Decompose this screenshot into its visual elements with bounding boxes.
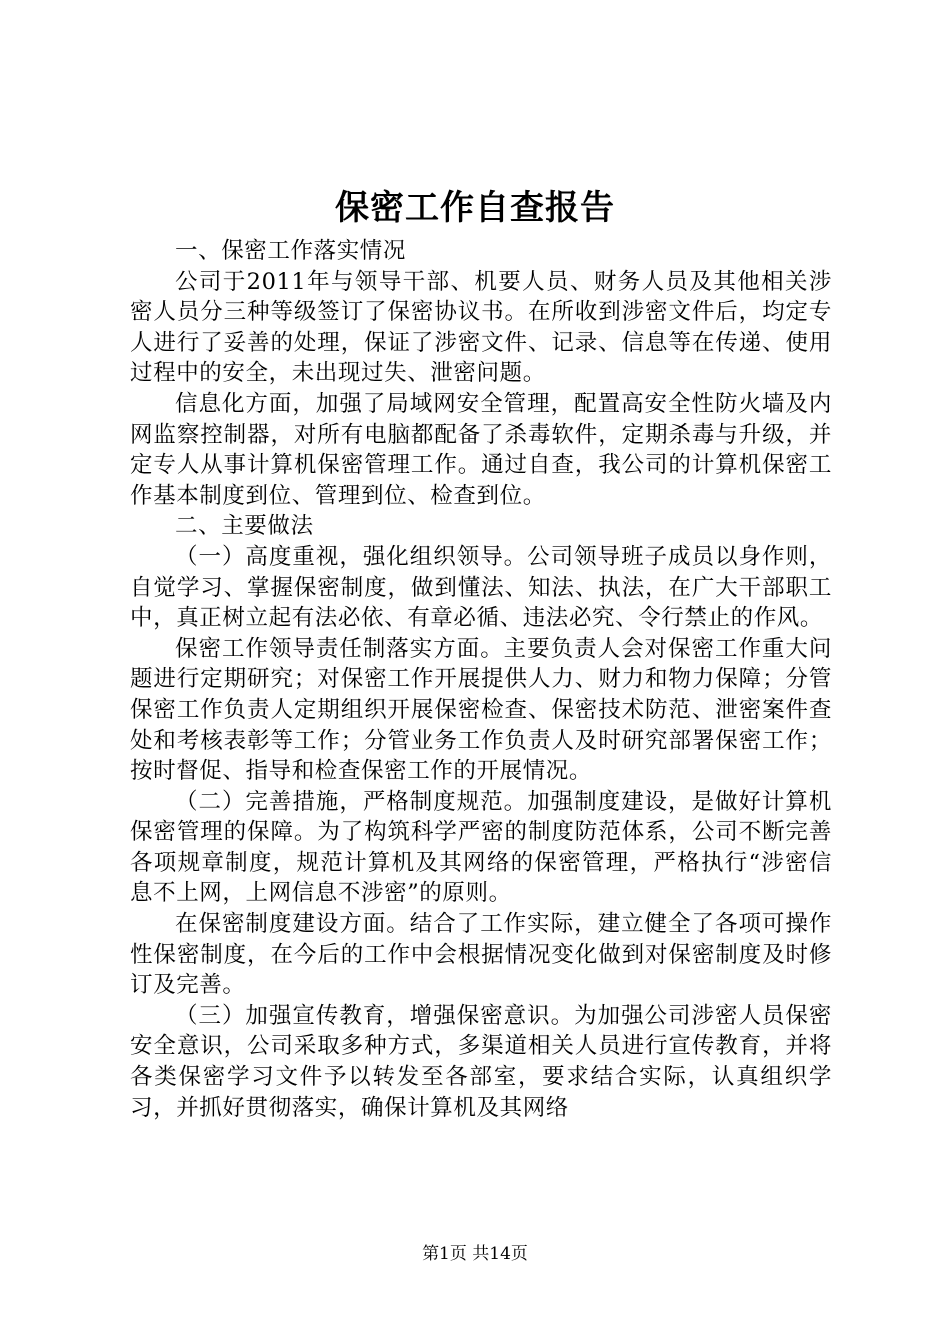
paragraph: 信息化方面，加强了局域网安全管理，配置高安全性防火墙及内网监察控制器，对所有电脑都配备了杀毒软件，定期杀毒与升级，并定专人从事计算机保密管理工作。通过自查，我公司的计算机保密工作基本制度到位、管理到位、检查到位。	[130, 390, 832, 509]
paragraph: 保密工作领导责任制落实方面。主要负责人会对保密工作重大问题进行定期研究；对保密工作开展提供人力、财力和物力保障；分管保密工作负责人定期组织开展保密检查、保密技术防范、泄密案件查处和考核表彰等工作；分管业务工作负责人及时研究部署保密工作；按时督促、指导和检查保密工作的开展情况。	[130, 635, 832, 785]
section-heading-1: 一、保密工作落实情况	[175, 238, 407, 264]
document-title: 保密工作自查报告	[335, 188, 615, 228]
paragraph: （一）高度重视，强化组织领导。公司领导班子成员以身作则，自觉学习、掌握保密制度，做到懂法、知法、执法，在广大干部职工中，真正树立起有法必依、有章必循、违法必究、令行禁止的作风。	[130, 543, 832, 632]
paragraph: （三）加强宣传教育，增强保密意识。为加强公司涉密人员保密安全意识，公司采取多种方式，多渠道相关人员进行宣传教育，并将各类保密学习文件予以转发至各部室，要求结合实际，认真组织学习，并抓好贯彻落实，确保计算机及其网络	[130, 1002, 832, 1121]
page-footer: 第1页 共14页	[422, 1244, 528, 1264]
section-heading-2: 二、主要做法	[175, 513, 314, 540]
paragraph: （二）完善措施，严格制度规范。加强制度建设，是做好计算机保密管理的保障。为了构筑科学严密的制度防范体系，公司不断完善各项规章制度，规范计算机及其网络的保密管理，严格执行“涉密信息不上网，上网信息不涉密”的原则。	[130, 788, 832, 907]
paragraph: 在保密制度建设方面。结合了工作实际，建立健全了各项可操作性保密制度，在今后的工作中会根据情况变化做到对保密制度及时修订及完善。	[130, 911, 832, 999]
paragraph: 公司于2011年与领导干部、机要人员、财务人员及其他相关涉密人员分三种等级签订了保密协议书。在所收到涉密文件后，均定专人进行了妥善的处理，保证了涉密文件、记录、信息等在传递、使用过程中的安全，未出现过失、泄密问题。	[130, 268, 832, 387]
document-body	[130, 236, 832, 1123]
